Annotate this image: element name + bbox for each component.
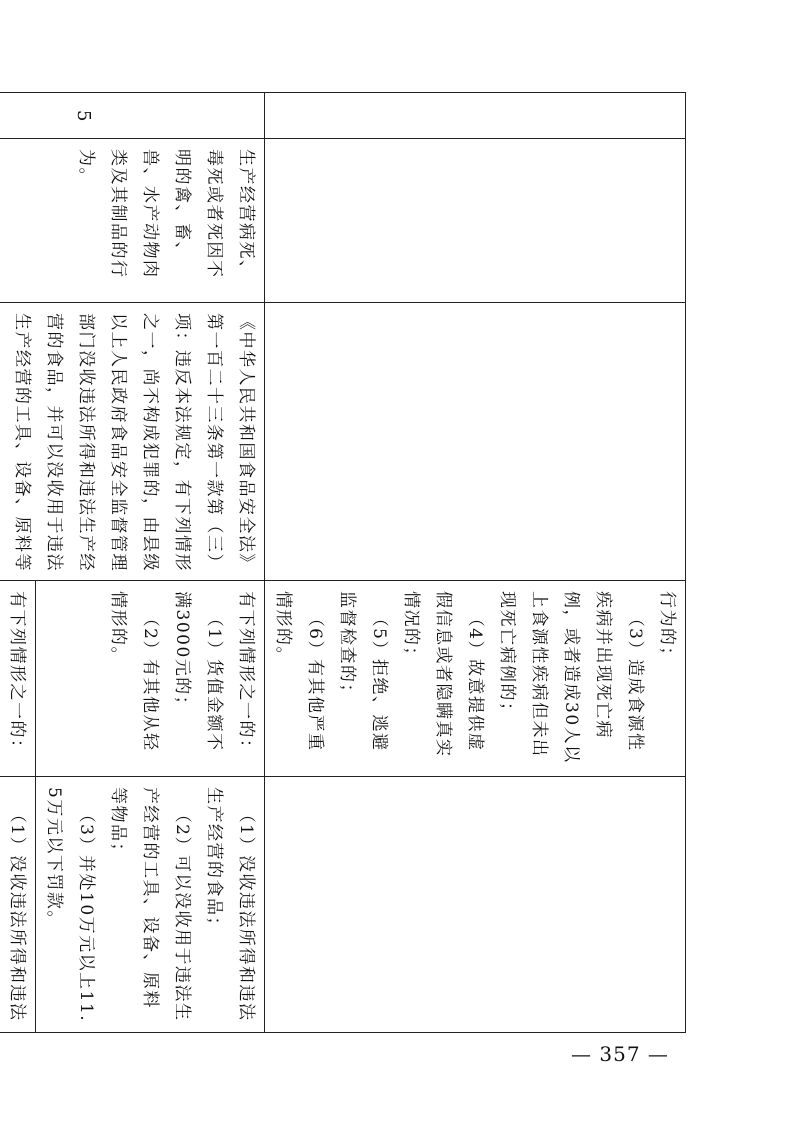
legal-basis-cell-empty bbox=[265, 303, 686, 581]
severe-condition-line: 行为的； bbox=[657, 591, 677, 665]
row-number-cell: 5 bbox=[0, 93, 265, 139]
light-condition-line: （2）有其他从轻情形的。 bbox=[108, 591, 160, 752]
light-condition-line: （1）货值金额不满3000元的； bbox=[172, 591, 224, 752]
general-penalty-line: （1）没收违法所得和违法 bbox=[7, 805, 27, 1022]
light-penalty-line: （3）并处10万元以上11.5万元以下罚款。 bbox=[44, 787, 96, 1023]
general-penalty-cell bbox=[0, 777, 36, 1033]
table-row-continued bbox=[265, 93, 686, 1033]
light-penalty-line: （1）没收违法所得和违法生产经营的食品； bbox=[204, 787, 256, 1022]
general-condition-line bbox=[0, 591, 1, 768]
violation-cell-empty bbox=[265, 139, 686, 303]
general-condition-cell bbox=[0, 581, 36, 777]
light-penalty-line: （2）可以没收用于违法生产经营的工具、设备、原料等物品； bbox=[108, 787, 192, 1022]
severe-penalty-cell-empty bbox=[265, 777, 686, 1033]
light-condition-cell bbox=[36, 581, 265, 777]
severe-condition-line: （3）造成食源性疾病并出现死亡病例，或者造成30人以上食源性疾病但未出现死亡病例的； bbox=[497, 591, 645, 764]
violation-cell bbox=[0, 139, 265, 303]
rotated-table-frame bbox=[7, 92, 686, 1032]
severe-condition-cell bbox=[265, 581, 686, 777]
legal-basis-text: 《中华人民共和国食品安全法》第一百二十三条第一款第（三）项：违反本法规定，有下列情形之一，尚不构成犯罪的，由县级以上人民政府食品安全监督管理部门没收违法所得和违法生产经营的食品，并可以没收用于违法生产经营的工具、设备、原料等 bbox=[12, 313, 256, 572]
light-penalty-cell bbox=[36, 777, 265, 1033]
penalty-table bbox=[0, 92, 686, 1033]
table-row-5-light bbox=[36, 93, 265, 1033]
page-number: — 357 — bbox=[571, 1042, 669, 1066]
violation-text: 生产经营病死、毒死或者死因不明的禽、畜、兽、水产动物肉类及其制品的行为。 bbox=[76, 149, 256, 279]
legal-basis-cell bbox=[0, 303, 265, 581]
number-cell-empty bbox=[265, 93, 686, 139]
general-condition-line: 有下列情形之一的： bbox=[7, 591, 27, 758]
light-condition-line: 有下列情形之一的： bbox=[236, 591, 256, 758]
severe-condition-line: （5）拒绝、逃避监督检查的； bbox=[337, 591, 389, 752]
severe-condition-line: （4）故意提供虚假信息或者隐瞒真实情况的； bbox=[401, 591, 485, 758]
severe-condition-line: （6）有其他严重情形的。 bbox=[273, 591, 325, 752]
